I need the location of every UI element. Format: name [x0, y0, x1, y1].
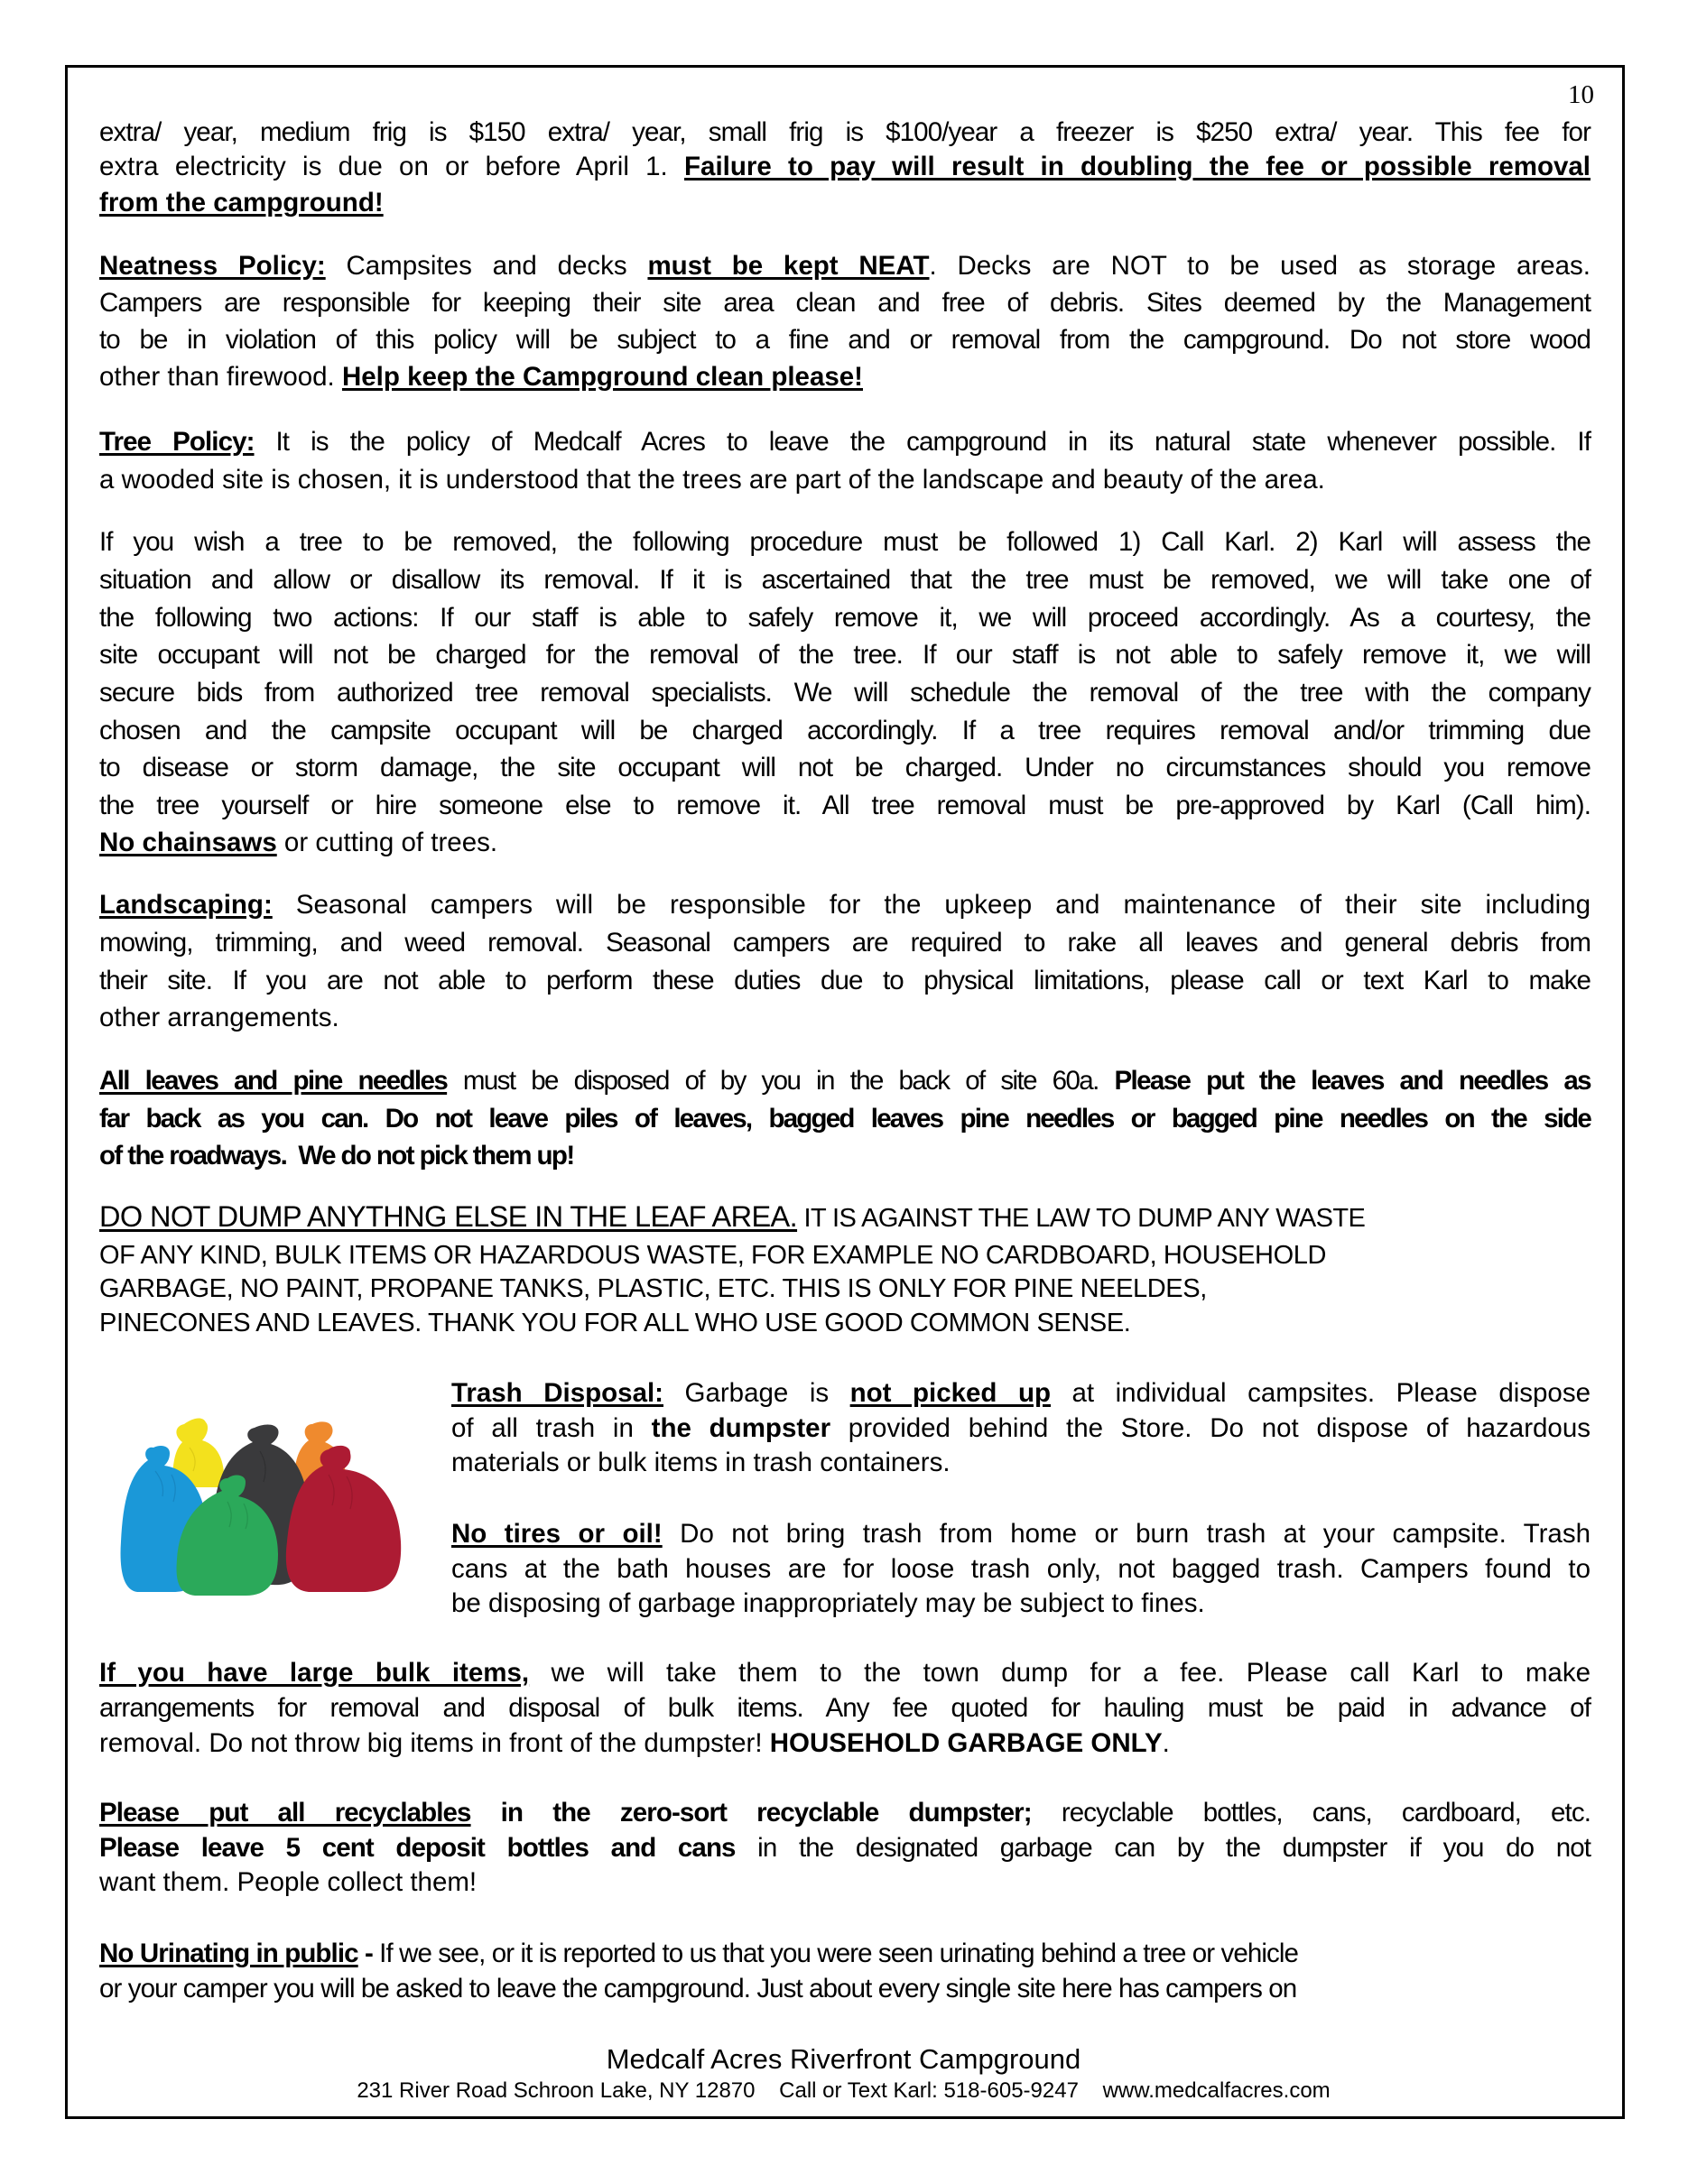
- text-line: cans at the bath houses are for loose trash only, not bagged trash. Campers found to: [451, 1554, 1591, 1584]
- section-heading: Landscaping:: [99, 890, 273, 920]
- section-heading: All leaves and pine needles: [99, 1066, 448, 1096]
- garbage-bags-image: [119, 1415, 404, 1596]
- text-line: GARBAGE, NO PAINT, PROPANE TANKS, PLASTIC, ETC. THIS IS ONLY FOR PINE NEELDES,: [99, 1274, 1207, 1303]
- text-line: to disease or storm damage, the site occupant will not be charged. Under no circumstances should you remove: [99, 753, 1591, 782]
- text-line: materials or bulk items in trash containers.: [451, 1448, 951, 1477]
- text-line: DO NOT DUMP ANYTHNG ELSE IN THE LEAF AREA. IT IS AGAINST THE LAW TO DUMP ANY WASTE: [99, 1200, 1366, 1233]
- text-line: extra electricity is due on or before April 1. Failure to pay will result in doubling the fee or possible removal: [99, 152, 1591, 181]
- footer-title: Medcalf Acres Riverfront Campground: [606, 2043, 1081, 2075]
- text-line: a wooded site is chosen, it is understood that the trees are part of the landscape and beauty of the area.: [99, 465, 1325, 495]
- text-line: removal. Do not throw big items in front of the dumpster! HOUSEHOLD GARBAGE ONLY.: [99, 1728, 1170, 1758]
- text-line: secure bids from authorized tree removal specialists. We will schedule the removal of the tree with the company: [99, 678, 1591, 708]
- text-line: other arrangements.: [99, 1003, 339, 1032]
- text-line: No chainsaws or cutting of trees.: [99, 828, 498, 857]
- text-line: or your camper you will be asked to leave the campground. Just about every single site here has campers on: [99, 1974, 1297, 2004]
- text-line: the tree yourself or hire someone else to remove it. All tree removal must be pre-approved by Karl (Call him).: [99, 791, 1591, 820]
- footer-contact-line: [65, 2078, 1622, 2105]
- no-chainsaws-label: No chainsaws: [99, 828, 277, 857]
- text-line: If you have large bulk items, we will take them to the town dump for a fee. Please call Karl to make: [99, 1658, 1591, 1688]
- text-line: situation and allow or disallow its removal. If it is ascertained that the tree must be removed, we will take one of: [99, 565, 1591, 595]
- text-line: want them. People collect them!: [99, 1867, 478, 1897]
- text-line: of all trash in the dumpster provided behind the Store. Do not dispose of hazardous: [451, 1413, 1591, 1443]
- text-line: [99, 186, 1591, 220]
- text-line: be disposing of garbage inappropriately may be subject to fines.: [451, 1588, 1205, 1618]
- text-line: Landscaping: Seasonal campers will be responsible for the upkeep and maintenance of their site including: [99, 890, 1591, 920]
- text-line: chosen and the campsite occupant will be charged accordingly. If a tree requires removal and/or trimming due: [99, 716, 1591, 745]
- section-heading: DO NOT DUMP ANYTHNG ELSE IN THE LEAF AREA.: [99, 1200, 798, 1233]
- removal-warning: from the campground!: [99, 188, 384, 217]
- text-line: Trash Disposal: Garbage is not picked up at individual campsites. Please dispose: [451, 1378, 1591, 1408]
- section-heading: Tree Policy:: [99, 427, 255, 457]
- footer-phone: Call or Text Karl: 518-605-9247: [779, 2078, 1079, 2103]
- text-line: mowing, trimming, and weed removal. Seasonal campers are required to rake all leaves and general debris from: [99, 928, 1591, 958]
- text-line: of the roadways. We do not pick them up!: [99, 1141, 574, 1171]
- text-line: If you wish a tree to be removed, the following procedure must be followed 1) Call Karl. 2) Karl will assess the: [99, 527, 1591, 557]
- footer-website[interactable]: www.medcalfacres.com: [1102, 2078, 1331, 2103]
- text-line: other than firewood. Help keep the Campground clean please!: [99, 362, 863, 392]
- section-heading: No tires or oil!: [451, 1519, 663, 1549]
- text-line: extra/ year, medium frig is $150 extra/ year, small frig is $100/year a freezer is $250 extra/ year. This fee for: [99, 117, 1591, 147]
- text-line: the following two actions: If our staff is able to safely remove it, we will proceed accordingly. As a courtesy, the: [99, 603, 1591, 633]
- footer-address: 231 River Road Schroon Lake, NY 12870: [357, 2078, 756, 2103]
- text-line: Please leave 5 cent deposit bottles and cans in the designated garbage can by the dumpster if you do not: [99, 1833, 1591, 1863]
- text-line: Neatness Policy: Campsites and decks must be kept NEAT. Decks are NOT to be used as storage areas.: [99, 251, 1591, 281]
- page-number: 10: [1568, 80, 1594, 109]
- text-line: OF ANY KIND, BULK ITEMS OR HAZARDOUS WASTE, FOR EXAMPLE NO CARDBOARD, HOUSEHOLD: [99, 1241, 1327, 1270]
- section-heading: Trash Disposal:: [451, 1378, 663, 1408]
- text-line: PINECONES AND LEAVES. THANK YOU FOR ALL WHO USE GOOD COMMON SENSE.: [99, 1309, 1131, 1337]
- text-line: their site. If you are not able to perform these duties due to physical limitations, please call or text Karl to make: [99, 966, 1591, 995]
- section-heading: If you have large bulk items,: [99, 1658, 530, 1688]
- text-line: All leaves and pine needles must be disposed of by you in the back of site 60a. Please put the leaves and needles as: [99, 1066, 1591, 1096]
- text-line: Tree Policy: It is the policy of Medcalf Acres to leave the campground in its natural state whenever possible. If: [99, 427, 1591, 457]
- text-line: far back as you can. Do not leave piles of leaves, bagged leaves pine needles or bagged pine needles on the side: [99, 1104, 1591, 1134]
- text-line: site occupant will not be charged for the removal of the tree. If our staff is not able to safely remove it, we will: [99, 640, 1591, 670]
- text-line: Please put all recyclables in the zero-sort recyclable dumpster; recyclable bottles, cans, cardboard, etc.: [99, 1798, 1591, 1828]
- text-line: No Urinating in public - If we see, or it is reported to us that you were seen urinating behind a tree or vehicle: [99, 1939, 1299, 1968]
- text-line: to be in violation of this policy will be subject to a fine and or removal from the campground. Do not store wood: [99, 325, 1591, 355]
- text-line: Campers are responsible for keeping their site area clean and free of debris. Sites deemed by the Management: [99, 288, 1591, 318]
- section-heading: No Urinating in public: [99, 1939, 358, 1968]
- failure-to-pay-warning: Failure to pay will result in doubling the fee or possible removal: [684, 152, 1591, 181]
- section-heading: Neatness Policy:: [99, 251, 326, 281]
- text-line: arrangements for removal and disposal of bulk items. Any fee quoted for hauling must be paid in advance of: [99, 1693, 1591, 1723]
- section-heading: Please put all recyclables: [99, 1798, 471, 1828]
- text-line: No tires or oil! Do not bring trash from home or burn trash at your campsite. Trash: [451, 1519, 1591, 1549]
